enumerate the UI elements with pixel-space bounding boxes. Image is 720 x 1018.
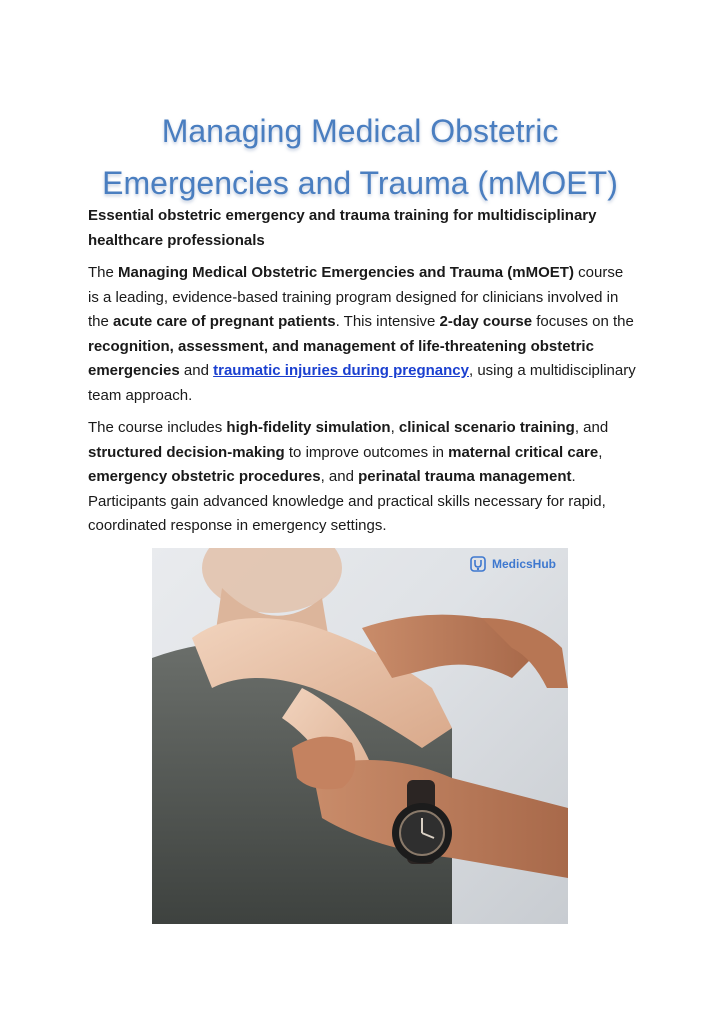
stethoscope-icon [470,556,486,572]
bold-focus: recognition, assessment, and management of life-threatening obstetric emergencies [88,337,594,379]
paragraph-intro [88,261,636,408]
subtitle: Essential obstetric emergency and trauma training for multidisciplinary healthcare professionals [88,207,597,249]
page-title [60,105,660,209]
title-line-1: Managing Medical Obstetric [161,113,559,150]
text-run: The course includes [88,419,227,436]
text-run: . Participants gain advanced knowledge and practical skills necessary for rapid, coordinated response in emergency settings. [88,468,606,534]
text-run: , [390,419,399,436]
bold-trauma-management: perinatal trauma management [358,468,572,485]
text-run: focuses on the [532,313,634,330]
bold-critical-care: maternal critical care [448,443,599,461]
bold-course-name: Managing Medical Obstetric Emergencies and Trauma (mMOET) [118,264,574,281]
medicshub-brand [470,556,556,572]
text-run: , [598,443,603,461]
text-run: , and [574,419,609,436]
text-run: The [88,264,119,281]
photo-illustration [152,548,568,924]
trauma-pregnancy-link[interactable]: traumatic injuries during pregnancy [213,362,469,379]
text-run: course is a leading, evidence-based training program designed for clinicians involved in the [88,264,624,330]
bold-scenario-training: clinical scenario training [398,419,575,436]
text-run: , and [320,468,359,485]
bold-acute-care: acute care of pregnant patients [113,313,336,330]
bold-duration: 2-day course [439,313,533,330]
bold-simulation: high-fidelity simulation [226,419,391,436]
text-run: to improve outcomes in [284,443,449,461]
brand-label: MedicsHub [491,557,556,571]
text-run: . This intensive [335,313,440,330]
bold-procedures: emergency obstetric procedures [88,468,321,485]
clinical-examination-photo [152,548,568,924]
title-line-2: Emergencies and Trauma (mMOET) [102,165,618,202]
text-run: , using a multidisciplinary team approach. [88,362,636,404]
text-run: and [179,362,214,379]
paragraph-course-contents [88,416,636,539]
bold-decision-making: structured decision-making [88,443,285,461]
